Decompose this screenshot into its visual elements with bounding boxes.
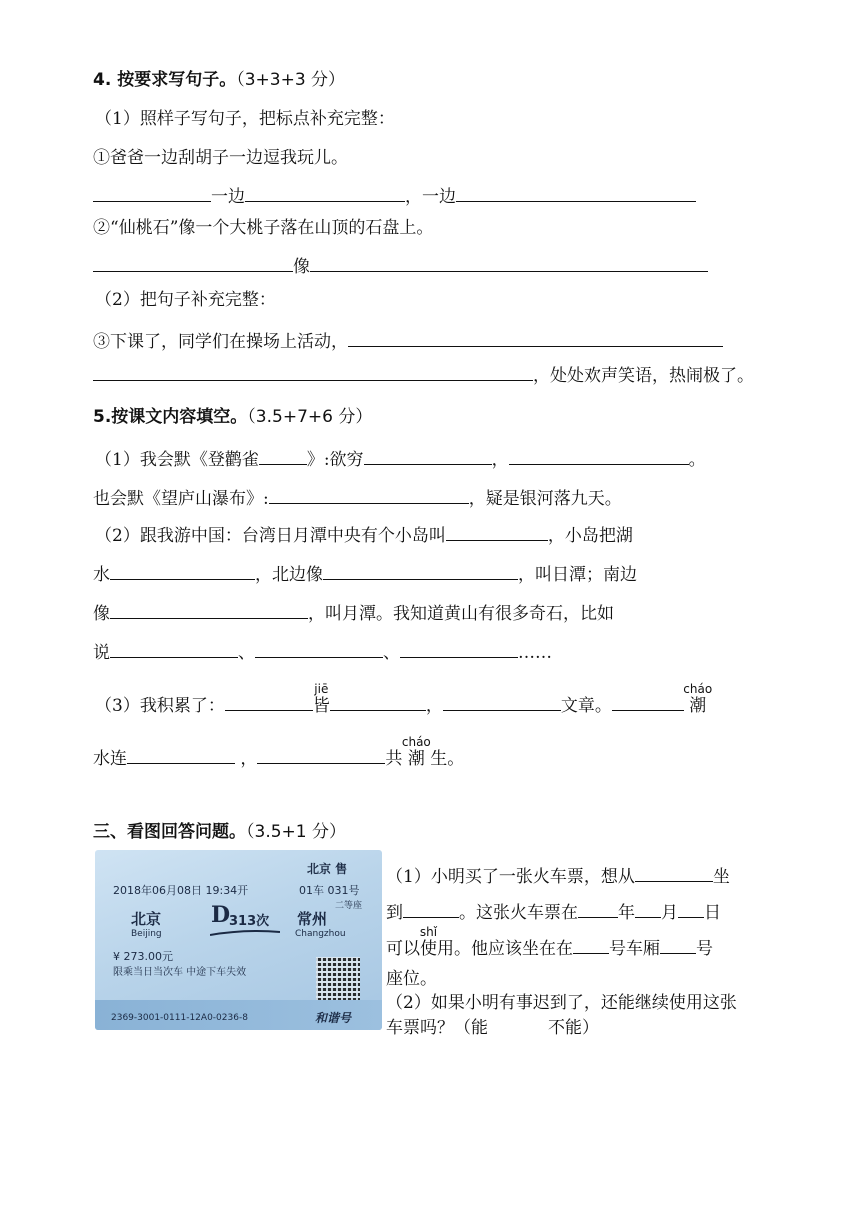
q5-line1 [95, 446, 706, 472]
blank[interactable] [225, 692, 313, 711]
q5-title: 5.按课文内容填空。 [93, 407, 248, 427]
ticket-datetime: 2018年06月08日 19:34开 [113, 884, 249, 897]
text: 年 [618, 903, 635, 923]
q5-points: （3.5+7+6 分） [247, 407, 373, 427]
q4-sample2: ②“仙桃石”像一个大桃子落在山顶的石盘上。 [93, 218, 434, 238]
blank[interactable] [93, 362, 533, 381]
text: 像 [293, 257, 310, 277]
text: 水连 [93, 749, 127, 769]
ticket-qr-code [316, 957, 360, 1001]
q3-r3 [386, 925, 713, 961]
ticket-brand: 和谐号 [315, 1011, 352, 1025]
text: （2）跟我游中国：台湾日月潭中央有个小岛叫 [95, 526, 446, 546]
q3-r6 [386, 1016, 599, 1040]
text: ③下课了，同学们在操场上活动， [93, 332, 348, 352]
q3-r5: （2）如果小明有事迟到了，还能继续使用这张 [386, 993, 737, 1013]
text: 潮 [689, 696, 707, 716]
blank[interactable] [635, 863, 713, 882]
text: 用。他应该坐在在 [437, 939, 573, 959]
text: 共 [385, 749, 403, 769]
q4-sentence3-end-row [93, 362, 754, 388]
blank[interactable] [255, 639, 383, 658]
ticket-price: ¥ 273.00元 [113, 950, 173, 963]
ticket-serial: 2369-3001-0111-12A0-0236-8 [111, 1013, 248, 1023]
text: 坐 [712, 867, 730, 887]
q3-r1 [386, 863, 730, 889]
blank[interactable] [110, 561, 255, 580]
ticket-from-cn: 北京 [131, 910, 162, 928]
blank[interactable] [245, 183, 405, 202]
text: 号 [696, 939, 713, 959]
option-no[interactable]: 不能） [548, 1018, 599, 1038]
pinyin: cháo [401, 735, 431, 749]
ticket-class: 二等座 [335, 901, 363, 911]
blank[interactable] [323, 561, 518, 580]
text: 》:欲穷 [306, 450, 364, 470]
ticket-arrow-icon [210, 927, 280, 937]
q5-heading [93, 405, 372, 429]
text: （1）我会默《登鹳雀 [95, 450, 259, 470]
text: ，北边像 [255, 565, 323, 585]
ticket-note: 限乘当日当次车 中途下车失效 [113, 967, 247, 978]
text: ， [240, 749, 258, 769]
option-yes[interactable]: 车票吗？（能 [386, 1018, 488, 1038]
text: ，叫日潭；南边 [518, 565, 637, 585]
blank[interactable] [93, 253, 293, 272]
blank[interactable] [635, 899, 661, 918]
blank[interactable] [400, 639, 518, 658]
text: 月 [661, 903, 678, 923]
ticket-train-number: 313次 [229, 914, 270, 929]
q5-line4 [93, 561, 637, 587]
text: 也会默《望庐山瀑布》: [93, 489, 269, 509]
pinyin: jiē [314, 682, 329, 696]
text: ，小岛把湖 [547, 526, 633, 546]
q3-r4: 座位。 [386, 969, 437, 989]
ruby-jie [312, 682, 330, 718]
q4-title: 4. 按要求写句子。 [93, 70, 237, 90]
blank[interactable] [446, 522, 548, 541]
q3-title: 三、看图回答问题。 [93, 822, 246, 842]
ruby-shi [419, 925, 438, 961]
q4-part1-label: （1）照样子写句子，把标点补充完整： [95, 109, 395, 129]
q3-heading [93, 820, 346, 844]
text: 像 [93, 604, 110, 624]
text: 号车厢 [609, 939, 660, 959]
blank[interactable] [456, 183, 696, 202]
q4-sentence3-row [93, 328, 723, 354]
text: 使 [420, 939, 437, 959]
ruby-chao [683, 682, 713, 718]
blank[interactable] [330, 692, 426, 711]
text: 文章。 [560, 696, 612, 716]
blank[interactable] [110, 600, 308, 619]
text: ，疑是银河落九天。 [468, 489, 622, 509]
blank[interactable] [269, 485, 469, 504]
q4-part2-label: （2）把句子补充完整： [95, 290, 276, 310]
text: 、 [383, 643, 400, 663]
ticket-car-seat: 01车 031号 [299, 884, 360, 897]
text: 日 [704, 903, 721, 923]
text: ， [425, 696, 443, 716]
blank[interactable] [110, 639, 238, 658]
text: ，一边 [405, 187, 456, 207]
q4-answer1-row [93, 183, 696, 209]
blank[interactable] [678, 899, 704, 918]
ruby-chao2 [401, 735, 431, 771]
q4-answer2-row [93, 253, 708, 279]
text: 。 [688, 450, 706, 470]
blank[interactable] [127, 745, 235, 764]
text: 到 [386, 903, 403, 923]
q5-line2 [93, 485, 622, 511]
text: 潮 [407, 749, 425, 769]
blank[interactable] [573, 935, 609, 954]
text: …… [518, 643, 552, 663]
text: 生。 [430, 749, 465, 769]
q5-line6 [93, 639, 552, 665]
q4-points: （3+3+3 分） [236, 70, 346, 90]
q3-points: （3.5+1 分） [246, 822, 346, 842]
text: （3）我积累了： [95, 696, 225, 716]
text: ，叫月潭。我知道黄山有很多奇石，比如 [308, 604, 614, 624]
q4-heading [93, 68, 345, 92]
q5-line7 [95, 682, 713, 718]
blank[interactable] [443, 692, 561, 711]
text: ，处处欢声笑语，热闹极了。 [533, 366, 754, 386]
ticket-from-en: Beijing [131, 929, 162, 939]
text: 水 [93, 565, 110, 585]
blank[interactable] [259, 446, 307, 465]
ticket-station-sold: 北京 售 [307, 862, 348, 876]
blank[interactable] [348, 328, 723, 347]
blank[interactable] [257, 745, 385, 764]
q5-line5 [93, 600, 614, 626]
ticket-to-en: Changzhou [295, 929, 346, 939]
blank[interactable] [660, 935, 696, 954]
pinyin: shǐ [419, 925, 438, 939]
q4-sample1: ①爸爸一边刮胡子一边逗我玩儿。 [93, 148, 348, 168]
text: 、 [238, 643, 255, 663]
ticket-train-letter: D [211, 902, 231, 928]
blank[interactable] [364, 446, 492, 465]
blank[interactable] [509, 446, 689, 465]
ticket-to-cn: 常州 [297, 910, 328, 928]
pinyin: cháo [683, 682, 713, 696]
q5-line8 [93, 735, 465, 771]
text: 皆 [312, 696, 330, 716]
text: 说 [93, 643, 110, 663]
text: 。这张火车票在 [459, 903, 578, 923]
blank[interactable] [578, 899, 618, 918]
blank[interactable] [93, 183, 211, 202]
text: 一边 [211, 187, 245, 207]
blank[interactable] [612, 692, 684, 711]
text: 可以 [386, 939, 420, 959]
text: ， [491, 450, 509, 470]
train-ticket-image [95, 850, 382, 1030]
blank[interactable] [403, 899, 459, 918]
blank[interactable] [310, 253, 708, 272]
text: （1）小明买了一张火车票，想从 [386, 867, 635, 887]
q5-line3 [95, 522, 633, 548]
